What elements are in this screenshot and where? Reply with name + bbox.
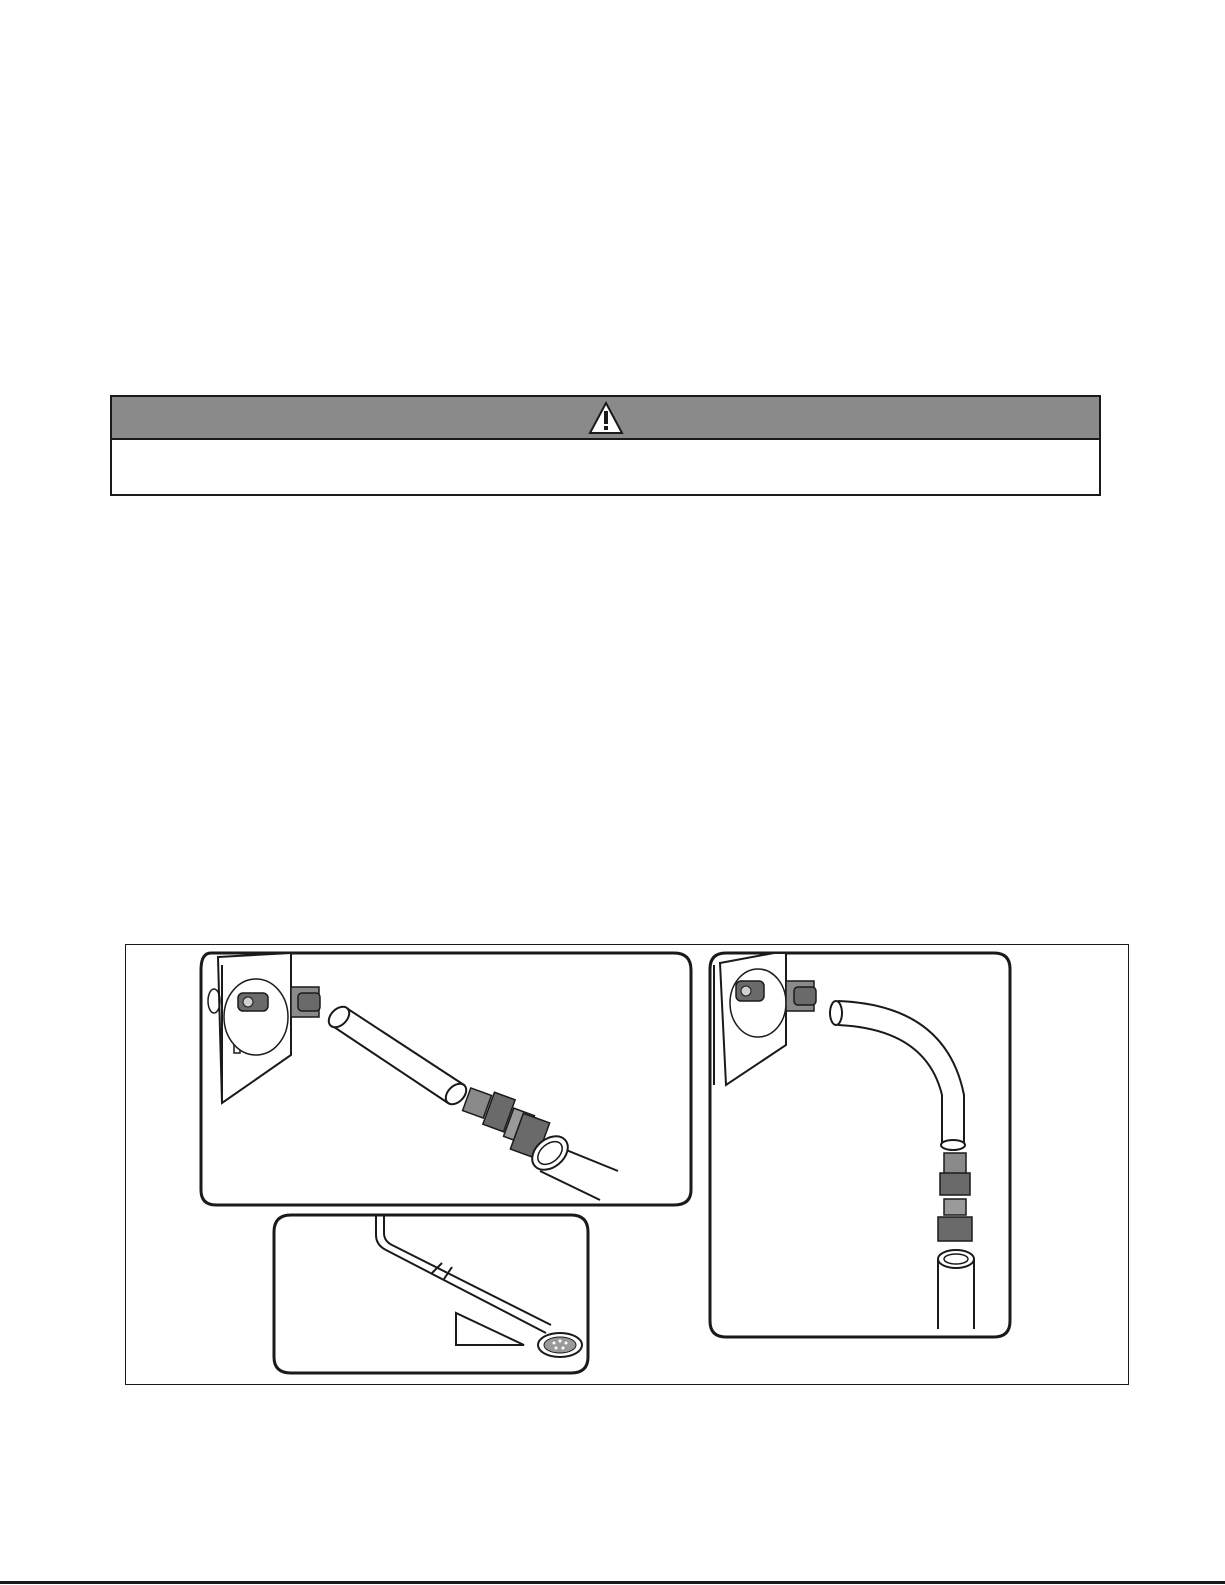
installation-figure <box>125 944 1129 1385</box>
drain-hose-straight-panel <box>201 953 691 1205</box>
warning-triangle-icon <box>588 401 624 435</box>
warning-box <box>110 395 1101 496</box>
floor-drain-grate-icon <box>538 1333 582 1357</box>
warning-header <box>112 397 1099 440</box>
warning-body <box>112 440 1099 460</box>
floor-drain-slope-panel <box>274 1215 588 1373</box>
drain-hose-curved-panel <box>710 953 1010 1337</box>
footer-rule <box>0 1581 1225 1584</box>
